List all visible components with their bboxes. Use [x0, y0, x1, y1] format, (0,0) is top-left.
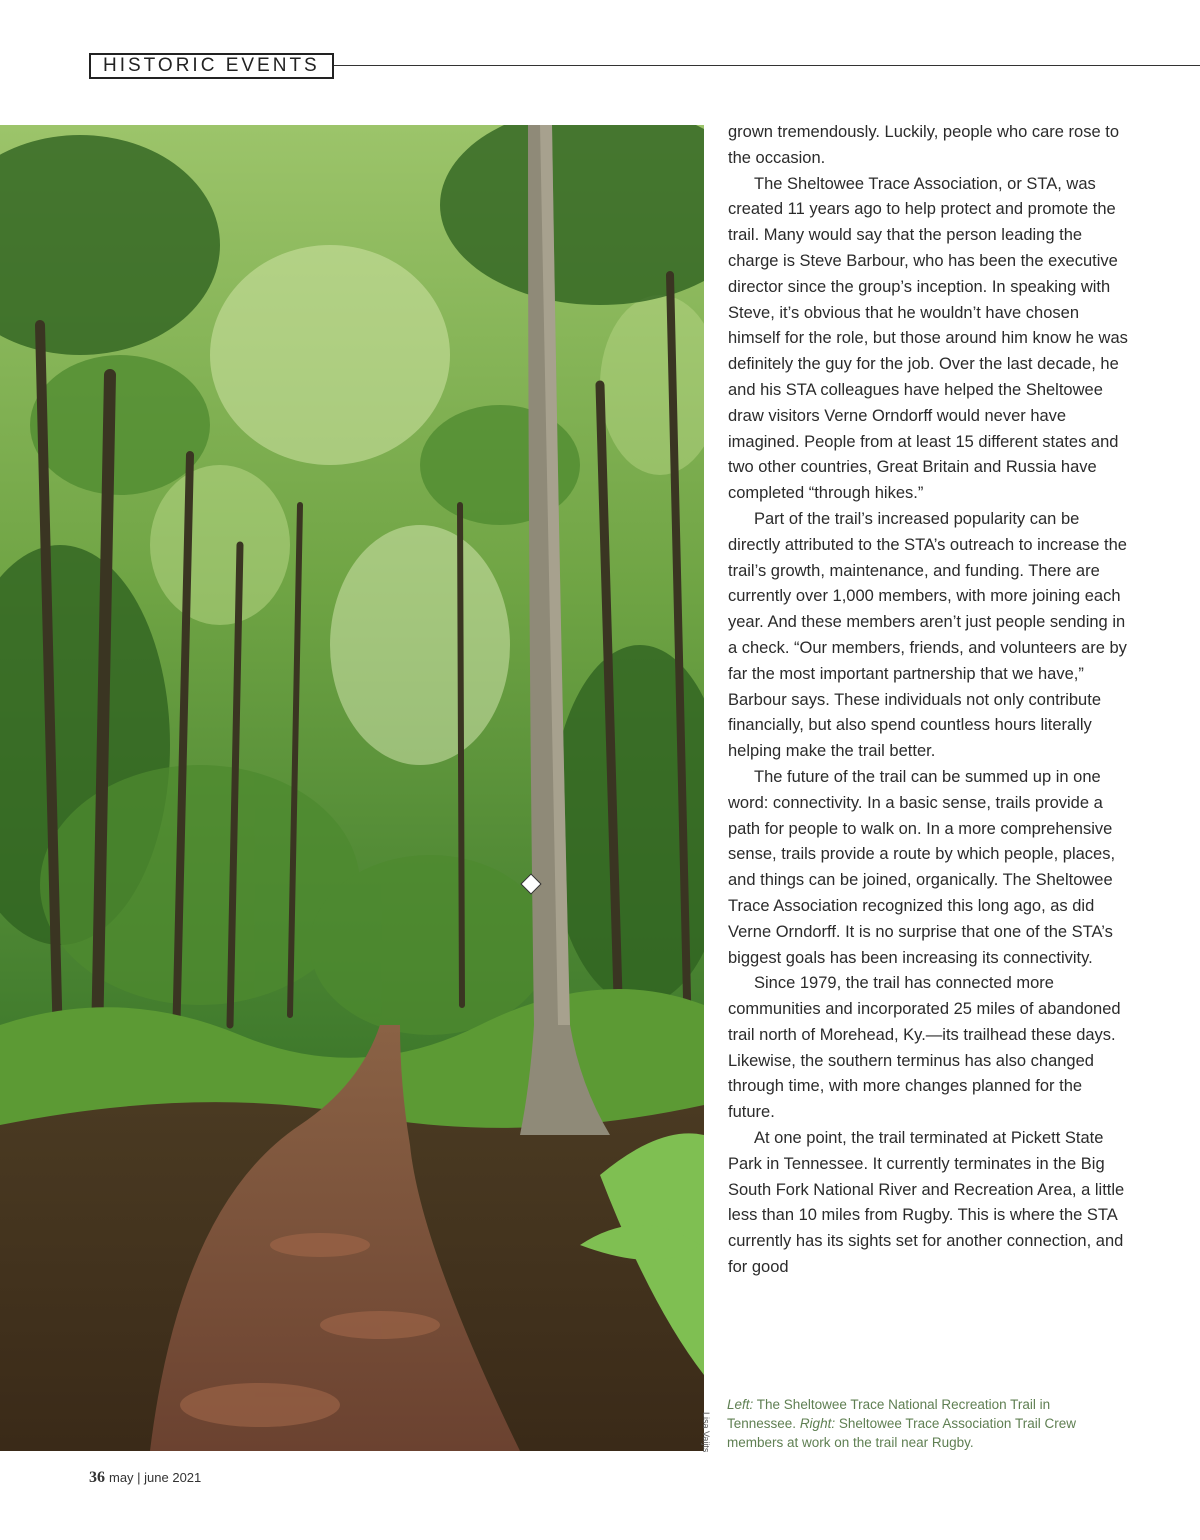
article-paragraph: Part of the trail’s increased popularity can be directly attributed to the STA’s outreach to increase the trail’s growth, maintenance, and funding. There are currently over 1,000 members, with more joining each year. And these members aren’t just people sending in a check. “Our members, friends, and volunteers are by far the most important partnership that we have,” Barbour says. These individuals not only contribute financially, but also spend countless hours literally helping make the trail better. [728, 509, 1127, 761]
forest-trail-photo [0, 125, 704, 1451]
article-paragraph: The future of the trail can be summed up in one word: connectivity. In a basic sense, trails provide a path for people to walk on. In a more comprehensive sense, trails provide a route by which people, places, and things can be joined, organically. The Sheltowee Trace Association recognized this long ago, as did Verne Orndorff. It is no surprise that one of the STA’s biggest goals has been increasing its connectivity. [728, 767, 1116, 967]
article-paragraph: grown tremendously. Luckily, people who care rose to the occasion. [728, 123, 1120, 167]
header-rule [330, 65, 1200, 66]
page-folio [89, 1469, 201, 1487]
article-paragraph: The Sheltowee Trace Association, or STA, was created 11 years ago to help protect and promote the trail. Many would say that the person leading the charge is Steve Barbour, who has been the executive director since the group’s inception. In speaking with Steve, it’s obvious that he wouldn’t have chosen himself for the role, but those around him know he was definitely the guy for the job. Over the last decade, he and his STA colleagues have helped the Sheltowee draw visitors Verne Orndorff would never have imagined. People from at least 15 different states and two other countries, Great Britain and Russia have completed “through hikes.” [728, 174, 1128, 503]
article-body [728, 120, 1128, 1281]
photo-credit-text: Lisa Vaijts [701, 1412, 711, 1453]
caption-right-text: Sheltowee Trace Association Trail Crew members at work on the trail near Rugby. [727, 1416, 1076, 1450]
article-paragraph: At one point, the trail terminated at Pickett State Park in Tennessee. It currently terminates in the Big South Fork National River and Recreation Area, a little less than 10 miles from Rugby. This is where the STA currently has its sights set for another connection, and for good [728, 1129, 1125, 1277]
photo-credit [698, 1412, 724, 1456]
photo-caption [727, 1395, 1102, 1452]
forest-trail-illustration [0, 125, 704, 1451]
caption-right-label: Right: [799, 1416, 836, 1431]
caption-left-label: Left: [727, 1397, 754, 1412]
page-number: 36 [89, 1469, 105, 1486]
article-paragraph: Since 1979, the trail has connected more communities and incorporated 25 miles of abandoned trail north of Morehead, Ky.—its trailhead these days. Likewise, the southern terminus has also changed through time, with more changes planned for the future. [728, 974, 1121, 1122]
caption-left-text: The Sheltowee Trace National Recreation Trail in Tennessee. [727, 1397, 1051, 1431]
issue-date: may | june 2021 [109, 1470, 202, 1485]
section-tag: HISTORIC EVENTS [89, 53, 334, 79]
